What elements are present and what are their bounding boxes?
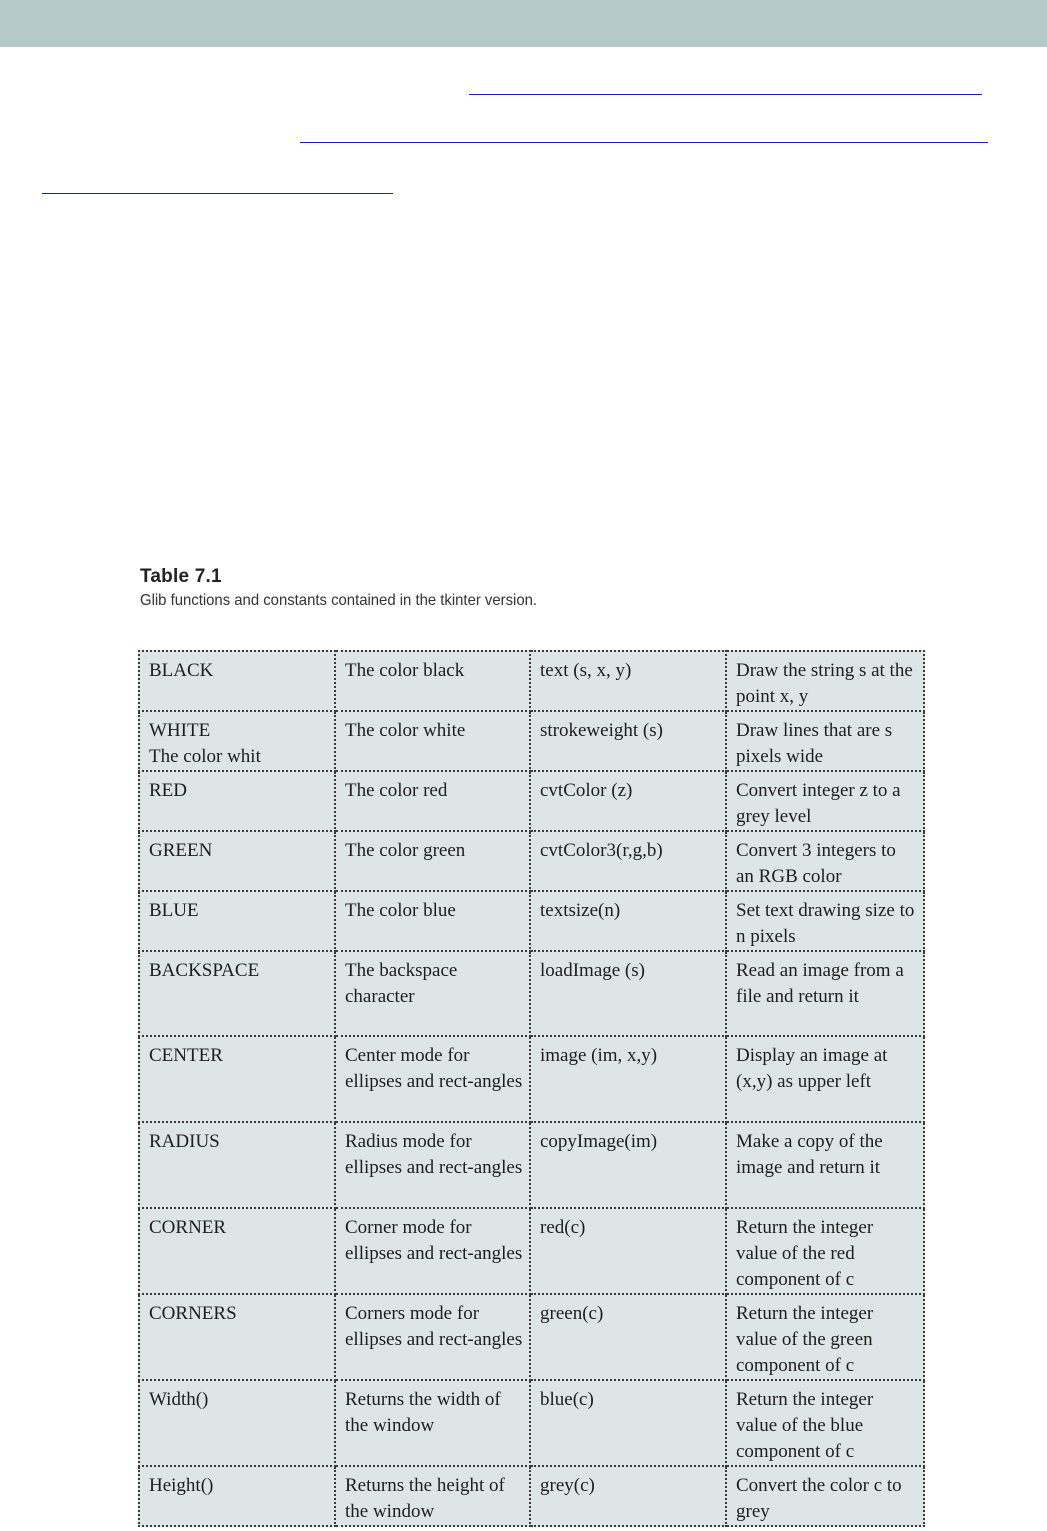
function-description-cell: Convert integer z to a grey level	[726, 771, 924, 831]
function-description-cell: Convert the color c to grey	[726, 1466, 924, 1526]
constant-cell: BLACK	[139, 651, 335, 711]
function-description-cell: Make a copy of the image and return it	[726, 1122, 924, 1208]
function-description-cell: Return the integer value of the blue component of c	[726, 1380, 924, 1466]
constant-description-cell: The color red	[335, 771, 530, 831]
table-row	[139, 1380, 924, 1466]
function-cell: loadImage (s)	[530, 951, 726, 1036]
function-cell: blue(c)	[530, 1380, 726, 1466]
hyperlink-underline-2[interactable]	[300, 142, 988, 143]
function-cell: text (s, x, y)	[530, 651, 726, 711]
table-row	[139, 891, 924, 951]
function-description-cell: Read an image from a file and return it	[726, 951, 924, 1036]
constant-description-cell: Corner mode for ellipses and rect-angles	[335, 1208, 530, 1294]
function-cell: image (im, x,y)	[530, 1036, 726, 1122]
function-cell: textsize(n)	[530, 891, 726, 951]
table-row	[139, 1122, 924, 1208]
table-description: Glib functions and constants contained in the tkinter version.	[140, 592, 538, 609]
function-description-cell: Set text drawing size to n pixels	[726, 891, 924, 951]
function-cell: green(c)	[530, 1294, 726, 1380]
constant-cell: CENTER	[139, 1036, 335, 1122]
function-description-cell: Return the integer value of the red component of c	[726, 1208, 924, 1294]
table-row	[139, 1294, 924, 1380]
constant-cell: BLUE	[139, 891, 335, 951]
constant-cell: RADIUS	[139, 1122, 335, 1208]
function-description-cell: Draw the string s at the point x, y	[726, 651, 924, 711]
header-bar	[0, 0, 1047, 47]
constant-description-cell: The color white	[335, 711, 530, 771]
function-cell: cvtColor (z)	[530, 771, 726, 831]
constant-cell: CORNER	[139, 1208, 335, 1294]
function-description-cell: Draw lines that are s pixels wide	[726, 711, 924, 771]
function-cell: grey(c)	[530, 1466, 726, 1526]
constant-description-cell: The backspace character	[335, 951, 530, 1036]
constant-cell: WHITE The color whit	[139, 711, 335, 771]
constant-description-cell: Corners mode for ellipses and rect-angles	[335, 1294, 530, 1380]
hyperlink-underline-1[interactable]	[469, 94, 982, 95]
table-row	[139, 711, 924, 771]
constant-cell: Height()	[139, 1466, 335, 1526]
constant-description-cell: The color blue	[335, 891, 530, 951]
constant-description-cell: The color green	[335, 831, 530, 891]
constant-description-cell: The color black	[335, 651, 530, 711]
constant-cell: CORNERS	[139, 1294, 335, 1380]
function-cell: red(c)	[530, 1208, 726, 1294]
constant-cell: BACKSPACE	[139, 951, 335, 1036]
table-row	[139, 831, 924, 891]
function-cell: strokeweight (s)	[530, 711, 726, 771]
table-row	[139, 1466, 924, 1526]
constant-cell: GREEN	[139, 831, 335, 891]
constant-description-cell: Returns the height of the window	[335, 1466, 530, 1526]
constant-description-cell: Returns the width of the window	[335, 1380, 530, 1466]
hyperlink-underline-3[interactable]	[42, 193, 393, 194]
table-row	[139, 1208, 924, 1294]
table-title: Table 7.1	[140, 566, 222, 587]
function-cell: cvtColor3(r,g,b)	[530, 831, 726, 891]
function-description-cell: Display an image at (x,y) as upper left	[726, 1036, 924, 1122]
constant-cell: Width()	[139, 1380, 335, 1466]
table-row	[139, 951, 924, 1036]
table-row	[139, 1036, 924, 1122]
function-description-cell: Convert 3 integers to an RGB color	[726, 831, 924, 891]
table-row	[139, 771, 924, 831]
glib-functions-table	[138, 650, 925, 1527]
constant-description-cell: Center mode for ellipses and rect-angles	[335, 1036, 530, 1122]
table-row	[139, 651, 924, 711]
table-caption	[140, 566, 567, 610]
constant-description-cell: Radius mode for ellipses and rect-angles	[335, 1122, 530, 1208]
constant-cell: RED	[139, 771, 335, 831]
function-cell: copyImage(im)	[530, 1122, 726, 1208]
function-description-cell: Return the integer value of the green component of c	[726, 1294, 924, 1380]
